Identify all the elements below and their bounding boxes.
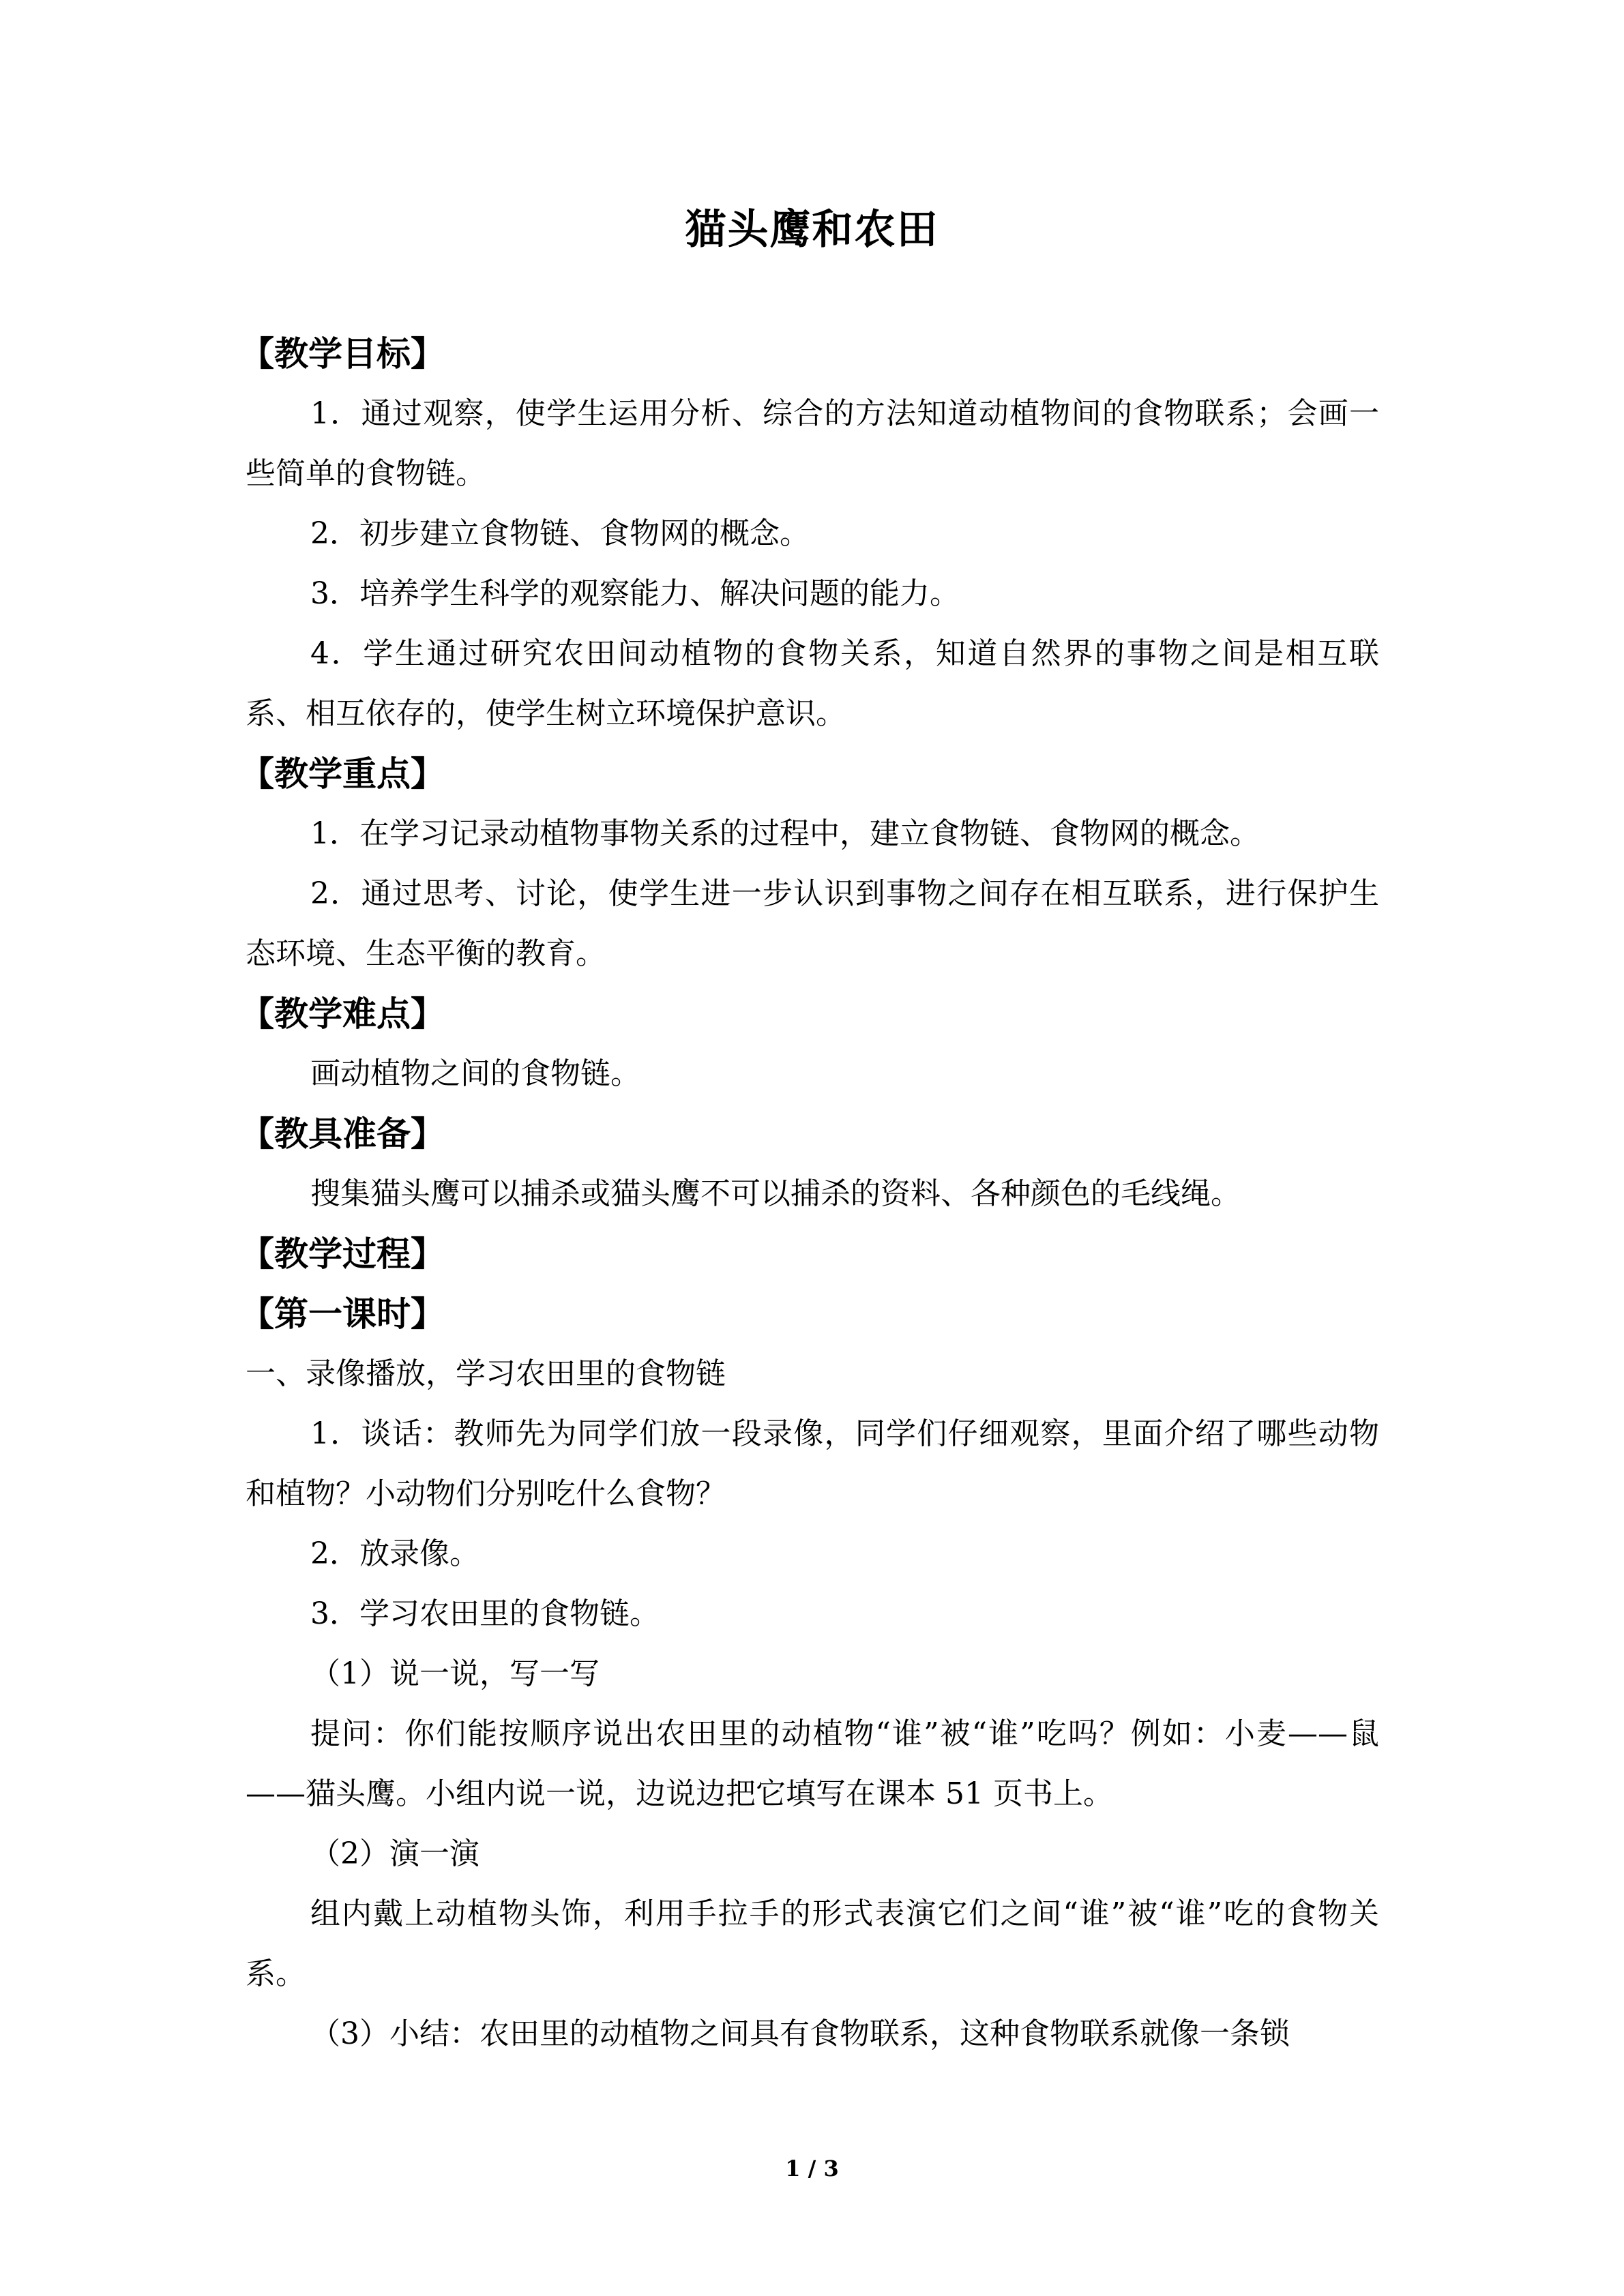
lesson1-sub2-title: （2）演一演 (310, 1836, 479, 1871)
objectives-heading: 【教学目标】 (240, 334, 445, 374)
document-title: 猫头鹰和农田 (685, 206, 939, 254)
lesson1-step2: 2．放录像。 (310, 1536, 479, 1571)
lesson1-step1: 1．谈话：教师先为同学们放一段录像，同学们仔细观察，里面介绍了哪些动物和植物？小动物们分别吃什么食物？ (246, 1416, 1379, 1511)
lesson1-sub1-title: （1）说一说，写一写 (310, 1656, 600, 1691)
lesson1-sub3-text: （3）小结：农田里的动植物之间具有食物联系，这种食物联系就像一条锁 (310, 2016, 1290, 2051)
objective-item-1: 1．通过观察，使学生运用分析、综合的方法知道动植物间的食物联系；会画一些简单的食物链。 (246, 396, 1379, 491)
difficulties-text: 画动植物之间的食物链。 (310, 1056, 640, 1091)
key-point-item-1: 1．在学习记录动植物事物关系的过程中，建立食物链、食物网的概念。 (310, 816, 1260, 851)
lesson1-heading: 【第一课时】 (240, 1294, 445, 1334)
difficulties-heading: 【教学难点】 (240, 994, 445, 1034)
materials-text: 搜集猫头鹰可以捕杀或猫头鹰不可以捕杀的资料、各种颜色的毛线绳。 (310, 1176, 1241, 1211)
page-number: 1 / 3 (785, 2156, 839, 2181)
key-point-item-2: 2．通过思考、讨论，使学生进一步认识到事物之间存在相互联系，进行保护生态环境、生态平衡的教育。 (246, 876, 1379, 971)
objective-item-2: 2．初步建立食物链、食物网的概念。 (310, 516, 810, 551)
key-points-heading: 【教学重点】 (240, 754, 445, 794)
lesson1-sub1-text: 提问：你们能按顺序说出农田里的动植物“谁”被“谁”吃吗？例如：小麦——鼠——猫头鹰。小组内说一说，边说边把它填写在课本 51 页书上。 (246, 1716, 1379, 1811)
materials-heading: 【教具准备】 (240, 1114, 445, 1154)
lesson1-step3: 3．学习农田里的食物链。 (310, 1596, 660, 1631)
document-body (240, 324, 1379, 2064)
lesson1-sub2-text: 组内戴上动植物头饰，利用手拉手的形式表演它们之间“谁”被“谁”吃的食物关系。 (246, 1896, 1379, 1991)
lesson1-part1-title: 一、录像播放，学习农田里的食物链 (246, 1356, 726, 1391)
objective-item-4: 4．学生通过研究农田间动植物的食物关系，知道自然界的事物之间是相互联系、相互依存的，使学生树立环境保护意识。 (246, 636, 1379, 731)
objective-item-3: 3．培养学生科学的观察能力、解决问题的能力。 (310, 576, 960, 611)
process-heading: 【教学过程】 (240, 1234, 445, 1274)
